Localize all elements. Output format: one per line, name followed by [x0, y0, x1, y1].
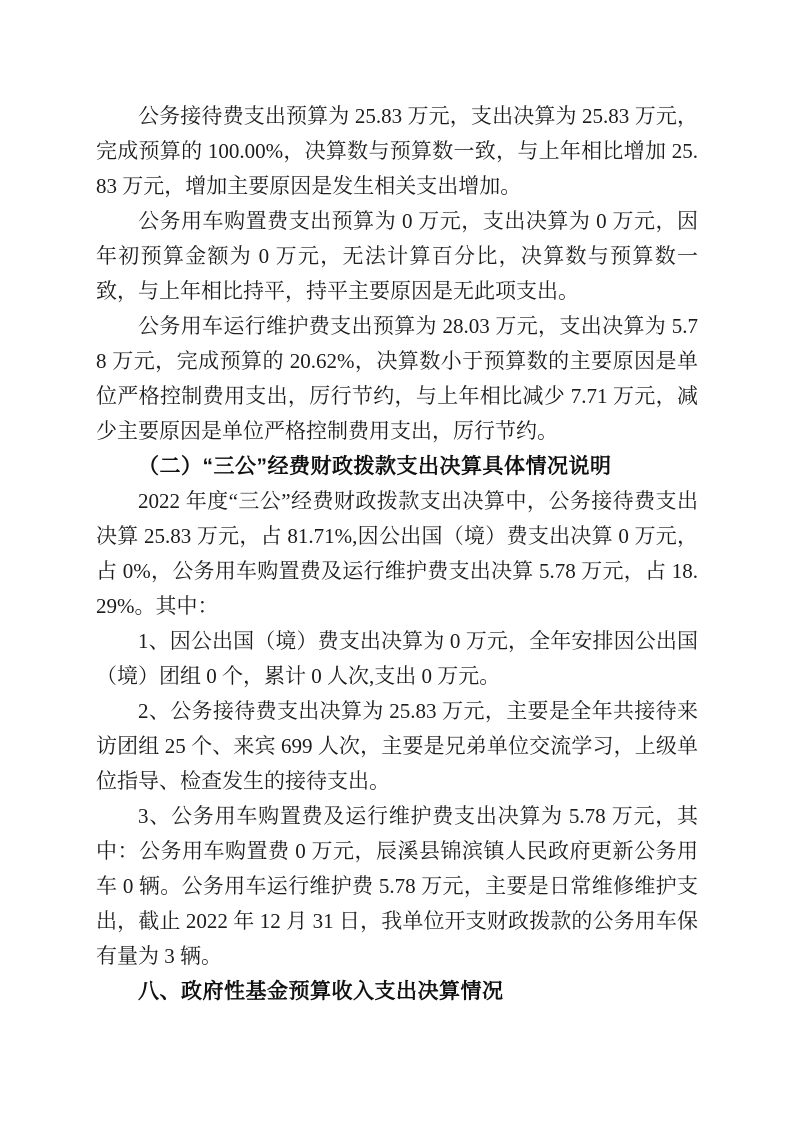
paragraph-vehicle-maintenance-budget: 公务用车运行维护费支出预算为 28.03 万元，支出决算为 5.78 万元，完成预算的 20.62%，决算数小于预算数的主要原因是单位严格控制费用支出，厉行节约，与上年相比减少 7.71 万元，减少主要原因是单位严格控制费用支出，厉行节约。 — [96, 314, 698, 443]
paragraph-item-2-official-reception: 2、公务接待费支出决算为 25.83 万元，主要是全年共接待来访团组 25 个、来宾 699 人次，主要是兄弟单位交流学习，上级单位指导、检查发生的接待支出。 — [96, 699, 698, 793]
document-content — [96, 99, 698, 1009]
paragraph-item-1-overseas-travel: 1、因公出国（境）费支出决算为 0 万元，全年安排因公出国（境）团组 0 个，累计 0 人次,支出 0 万元。 — [96, 629, 698, 688]
paragraph-2022-three-public-funds-summary: 2022 年度“三公”经费财政拨款支出决算中，公务接待费支出决算 25.83 万元，占 81.71%,因公出国（境）费支出决算 0 万元，占 0%，公务用车购置费及运行维护费支出决算 5.78 万元，占 18.29%。其中： — [96, 489, 698, 618]
paragraph-official-reception-budget: 公务接待费支出预算为 25.83 万元，支出决算为 25.83 万元，完成预算的 100.00%，决算数与预算数一致，与上年相比增加 25.83 万元，增加主要原因是发生相关支出增加。 — [96, 104, 698, 198]
heading-section-8-government-fund-budget: 八、政府性基金预算收入支出决算情况 — [138, 980, 504, 1003]
paragraph-vehicle-purchase-budget: 公务用车购置费支出预算为 0 万元，支出决算为 0 万元，因年初预算金额为 0 万元，无法计算百分比，决算数与预算数一致，与上年相比持平，持平主要原因是无此项支出。 — [96, 209, 698, 303]
heading-section-2-three-public-funds-detail: （二）“三公”经费财政拨款支出决算具体情况说明 — [138, 455, 612, 478]
paragraph-item-3-vehicle-purchase-maintenance: 3、公务用车购置费及运行维护费支出决算为 5.78 万元，其中：公务用车购置费 0 万元，辰溪县锦滨镇人民政府更新公务用车 0 辆。公务用车运行维护费 5.78 万元，主要是日常维修维护支出，截止 2022 年 12 月 31 日，我单位开支财政拨款的公务用车保有量为 3 辆。 — [96, 804, 698, 968]
